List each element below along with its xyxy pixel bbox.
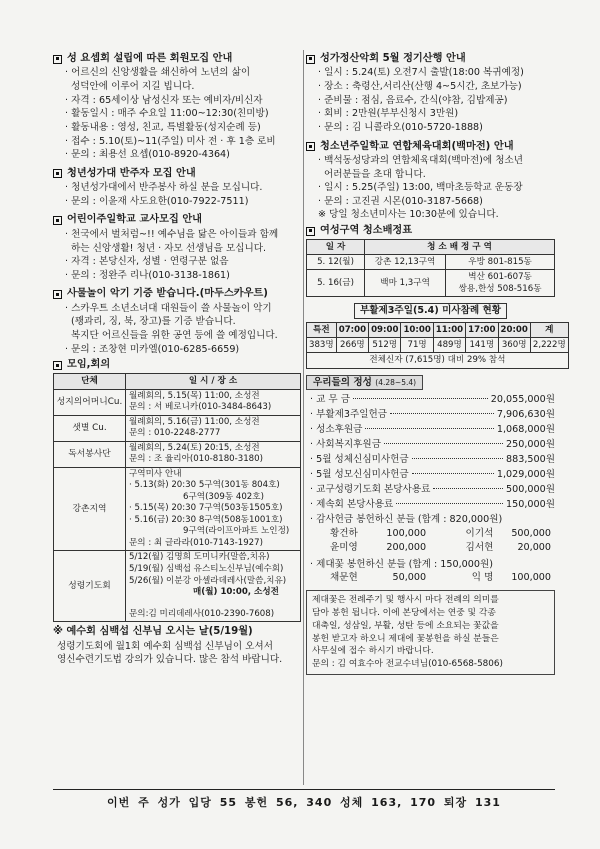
right-column (306, 50, 566, 675)
unit-cell: 성령기도회 (54, 551, 126, 622)
text-line: · 어르신의 신앙생활을 쇄신하여 노년의 삶이 (65, 67, 251, 79)
unit-cell: 강촌지역 (54, 467, 126, 551)
square-bullet-icon (53, 361, 62, 370)
text-line: 성덕안에 이루어 지길 빕니다. (71, 81, 195, 93)
column-header-date: 일 자 (307, 239, 365, 254)
table-row: 5. 16(금) 백마 1,3구역 벽산 601-607동 쌍용,한성 508-516동 (307, 269, 555, 296)
detail-cell: 구역미사 안내 · 5.13(화) 20:30 5구역(301동 804호) 6구역(309동 402호) · 5.15(목) 20:30 7구역(503동1505호) · 5.16(금) 20:30 8구역(508동1001호) 9구역(라이프아파트 노인정) 문의 : 최 글라라(010-7143-1927) (126, 467, 301, 551)
offering-row: · 교 무 금 20,055,000원 (310, 394, 555, 406)
square-bullet-icon (306, 142, 315, 151)
offering-row: · 사회복지후원금 250,000원 (310, 439, 555, 451)
text-line: · 문의 : 정완주 리나(010-3138-1861) (65, 269, 230, 281)
text-line: (꽹과리, 징, 북, 장고)를 기증 받습니다. (71, 316, 236, 328)
table-row: 383명 266명 512명 71명 489명 141명 360명 2,222명 (307, 338, 569, 353)
section-instrument-donation (53, 287, 301, 356)
text-line: 영신수련기도법 강의가 있습니다. 많은 참석 바랍니다. (57, 654, 283, 666)
text-line: · 천국에서 벌처럼~!! 예수님을 닮은 아이들과 함께 (65, 228, 279, 240)
section-sunday-school (53, 213, 301, 282)
hymn-footer: 이번 주 성가 입당 55 봉헌 56, 340 성체 163, 170 퇴장 131 (53, 789, 555, 811)
text-line: · 문의 : 고진권 시몬(010-3187-5668) (318, 195, 483, 207)
square-bullet-icon (53, 216, 62, 225)
column-divider (303, 50, 304, 785)
section-title: ※ 예수회 심백섭 신부님 오시는 날(5/19월) (53, 626, 253, 638)
square-bullet-icon (53, 169, 62, 178)
altar-flower-notice: 제대꽃은 전례주기 및 행사시 마다 전례의 의미를 담아 봉헌 됩니다. 이에 본당에서는 연중 및 각종 대축일, 성삼일, 부활, 성탄 등에 소요되는 꽃값을 봉헌 받고자 하오니 제대에 꽃봉헌을 하실 분들은 사무실에 접수 하시기 바랍니다. 문의 : 김 여효수아 전교수녀님(010-6568-5806) (306, 590, 555, 675)
section-title: 우리들의 정성 (313, 376, 372, 388)
section-cleaning-schedule (306, 224, 555, 297)
section-mass-attendance (306, 303, 566, 368)
text-line: · 문의 : 조창현 미카엘(010-6285-6659) (65, 343, 240, 355)
table-row (54, 389, 301, 415)
section-title: 성가정산악회 5월 정기산행 안내 (320, 53, 466, 64)
detail-cell: 5/12(월) 김명희 도미니카(말씀,치유) 5/19(월) 심백섭 유스티노신부님(예수회) 5/26(월) 이분강 아셀라데레사(말씀,치유) 매(월) 10:00, 소성전 문의:김 미리데레사(010-2390-7608) (126, 551, 301, 622)
meetings-table (53, 373, 301, 622)
donor-row: 채문현 50,000 익 명 100,000 (330, 572, 552, 584)
table-row: 전체신자 (7,615명) 대비 29% 참석 (307, 353, 569, 368)
text-line: · 자격 : 본당신자, 성별 · 연령구분 없음 (65, 256, 229, 268)
section-title: 청년성가대 반주자 모집 안내 (67, 167, 196, 179)
section-title: 사물놀이 악기 기증 받습니다.(마두스카우트) (67, 288, 268, 300)
period-label: (4.28~5.4) (375, 377, 417, 387)
column-header-detail: 일 시 / 장 소 (126, 373, 301, 389)
text-line: · 문의 : 이윤재 사도요한(010-7922-7511) (65, 195, 249, 207)
section-youth-sports (306, 140, 555, 223)
detail-cell: 월례회의, 5.15(목) 11:00, 소성전 문의 : 서 베로니카(010-3484-8643) (126, 389, 301, 415)
text-line: · 활동내용 : 영성, 친교, 특별활동(성지순례 등) (65, 121, 261, 133)
text-line: ※ 당일 청소년미사는 10:30분에 있습니다. (318, 209, 499, 221)
text-line: · 장소 : 축령산,서리산(산행 4~5시간, 초보가능) (318, 81, 522, 93)
offering-row: · 5월 성체신심미사헌금 883,500원 (310, 454, 555, 466)
text-line: · 스카우트 소년소녀대 대원들이 쓸 사물놀이 악기 (65, 302, 272, 314)
square-bullet-icon (53, 290, 62, 299)
text-line: · 백석동성당과의 연합체육대회(백마전)에 청소년 (318, 155, 524, 167)
offering-row: · 5월 성모신심미사헌금 1,029,000원 (310, 469, 555, 481)
unit-cell: 샛별 Cu. (54, 415, 126, 441)
section-jesuit-visit (53, 625, 301, 667)
square-bullet-icon (306, 55, 315, 64)
text-line: · 일시 : 5.25(주일) 13:00, 백마초등학교 운동장 (318, 182, 523, 194)
section-hiking-club (306, 52, 555, 135)
flowers-title: · 제대꽃 봉헌하신 분들 (합계 : 150,000원) (310, 558, 493, 570)
donor-row: 윤미영 200,000 김서현 20,000 (330, 541, 552, 553)
table-row (54, 415, 301, 441)
section-title: 모임,회의 (67, 359, 111, 371)
column-header-unit: 단체 (54, 373, 126, 389)
section-joseph-club (53, 52, 301, 162)
offering-row: · 부활제3주일헌금 7,906,630원 (310, 409, 555, 421)
thanks-title: · 감사헌금 봉헌하신 분들 (합계 : 820,000원) (310, 514, 503, 526)
square-bullet-icon (53, 55, 62, 64)
cleaning-table (306, 239, 555, 298)
text-line: · 접수 : 5.10(토)~11(주일) 미사 전 · 후 1층 로비 (65, 135, 276, 147)
table-row (54, 441, 301, 467)
text-line: · 일시 : 5.24(토) 오전7시 출발(18:00 복귀예정) (318, 67, 524, 79)
table-header-row: 특전 07:00 09:00 10:00 11:00 17:00 20:00 계 (307, 322, 569, 337)
text-line: · 청년성가대에서 반주봉사 하실 분을 모십니다. (65, 182, 263, 194)
text-line: 복지단 어르신들을 위한 공연 등에 쓸 예정입니다. (71, 330, 278, 342)
section-meetings (53, 358, 301, 622)
section-title: 부활제3주일(5.4) 미사참례 현황 (354, 303, 507, 319)
section-title: 청소년주일학교 연합체육대회(백마전) 안내 (320, 140, 514, 152)
attendance-table (306, 322, 569, 369)
text-line: · 회비 : 2만원(부부신청시 3만원) (318, 108, 459, 120)
text-line: 성령기도회에 월1회 예수회 심백섭 신부님이 오셔서 (57, 640, 273, 652)
donor-row: 황건하 100,000 이기석 500,000 (330, 527, 552, 539)
section-title: 성 요셉회 설립에 따른 회원모집 안내 (67, 53, 233, 64)
text-line: · 문의 : 김 니콜라오(010-5720-1888) (318, 121, 483, 133)
section-youth-choir (53, 167, 301, 209)
table-row (54, 467, 301, 551)
text-line: · 활동일시 : 매주 수요일 11:00~12:30(친미방) (65, 108, 269, 120)
square-bullet-icon (306, 227, 315, 236)
left-column (53, 50, 301, 667)
offering-row: · 교구성령기도회 본당사용료 500,000원 (310, 484, 555, 496)
text-line: · 준비물 : 점심, 음료수, 간식(야참, 김밥제공) (318, 94, 508, 106)
detail-cell: 월례회의, 5.24(토) 20:15, 소성전 문의 : 조 율리아(010-8180-3180) (126, 441, 301, 467)
table-row (54, 551, 301, 622)
detail-cell: 월례회의, 5.16(금) 11:00, 소성전 문의 : 010-2248-2777 (126, 415, 301, 441)
text-line: 하는 신앙생활! 청년 · 자모 선생님을 모십니다. (71, 242, 267, 254)
offering-row: · 성소후원금 1,068,000원 (310, 424, 555, 436)
table-row: 5. 12(월) 강촌 12,13구역 우방 801-815동 (307, 254, 555, 269)
section-offerings (306, 375, 555, 586)
section-title: 어린이주일학교 교사모집 안내 (67, 214, 203, 226)
section-title: 여성구역 청소배정표 (320, 225, 413, 237)
offering-row: · 제속회 본당사용료 150,000원 (310, 499, 555, 511)
column-header-area: 청 소 배 정 구 역 (365, 239, 555, 254)
text-line: · 문의 : 최용선 요셉(010-8920-4364) (65, 149, 230, 161)
text-line: · 자격 : 65세이상 남성신자 또는 예비자/비신자 (65, 94, 263, 106)
unit-cell: 독서봉사단 (54, 441, 126, 467)
unit-cell: 성지의어머니Cu. (54, 389, 126, 415)
text-line: 어러분들을 초대 합니다. (324, 168, 426, 180)
